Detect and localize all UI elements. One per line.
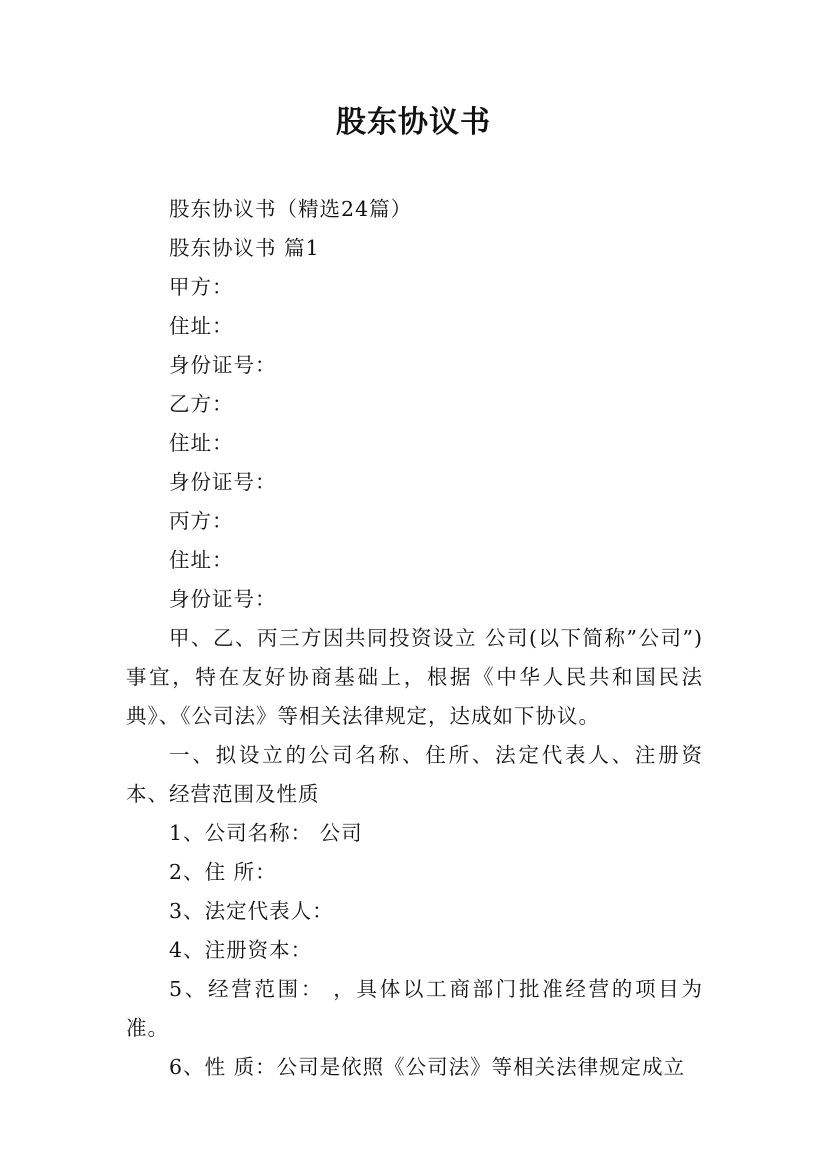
party-c-id: 身份证号： [169, 587, 277, 611]
document-title: 股东协议书 [336, 105, 491, 140]
clause-item: 6、性 质：公司是依照《公司法》等相关法律规定成立 [169, 1055, 686, 1079]
intro-paragraph: 甲、乙、丙三方因共同投资设立 公司(以下简称”公司”)事宜，特在友好协商基础上，根据《中华人民共和国民法典》、《公司法》等相关法律规定，达成如下协议。 [126, 626, 703, 728]
party-a-id: 身份证号： [169, 353, 277, 377]
document-body [126, 190, 703, 1087]
clause-item: 3、法定代表人： [169, 899, 334, 923]
clause-item: 4、注册资本： [169, 938, 313, 962]
clause-item: 2、住 所： [169, 860, 277, 884]
clause-item: 5、经营范围： ，具体以工商部门批准经营的项目为准。 [126, 977, 703, 1040]
party-c-address: 住址： [169, 548, 234, 572]
party-b-label: 乙方： [169, 392, 234, 416]
subtitle-paragraph: 股东协议书（精选24篇） [169, 197, 413, 221]
party-a-address: 住址： [169, 314, 234, 338]
party-c-label: 丙方： [169, 509, 234, 533]
section-heading: 股东协议书 篇1 [169, 236, 320, 260]
clause-one-heading: 一、拟设立的公司名称、住所、法定代表人、注册资本、经营范围及性质 [126, 743, 703, 806]
party-b-id: 身份证号： [169, 470, 277, 494]
party-a-label: 甲方： [169, 275, 234, 299]
clause-item: 1、公司名称： 公司 [169, 821, 363, 845]
party-b-address: 住址： [169, 431, 234, 455]
